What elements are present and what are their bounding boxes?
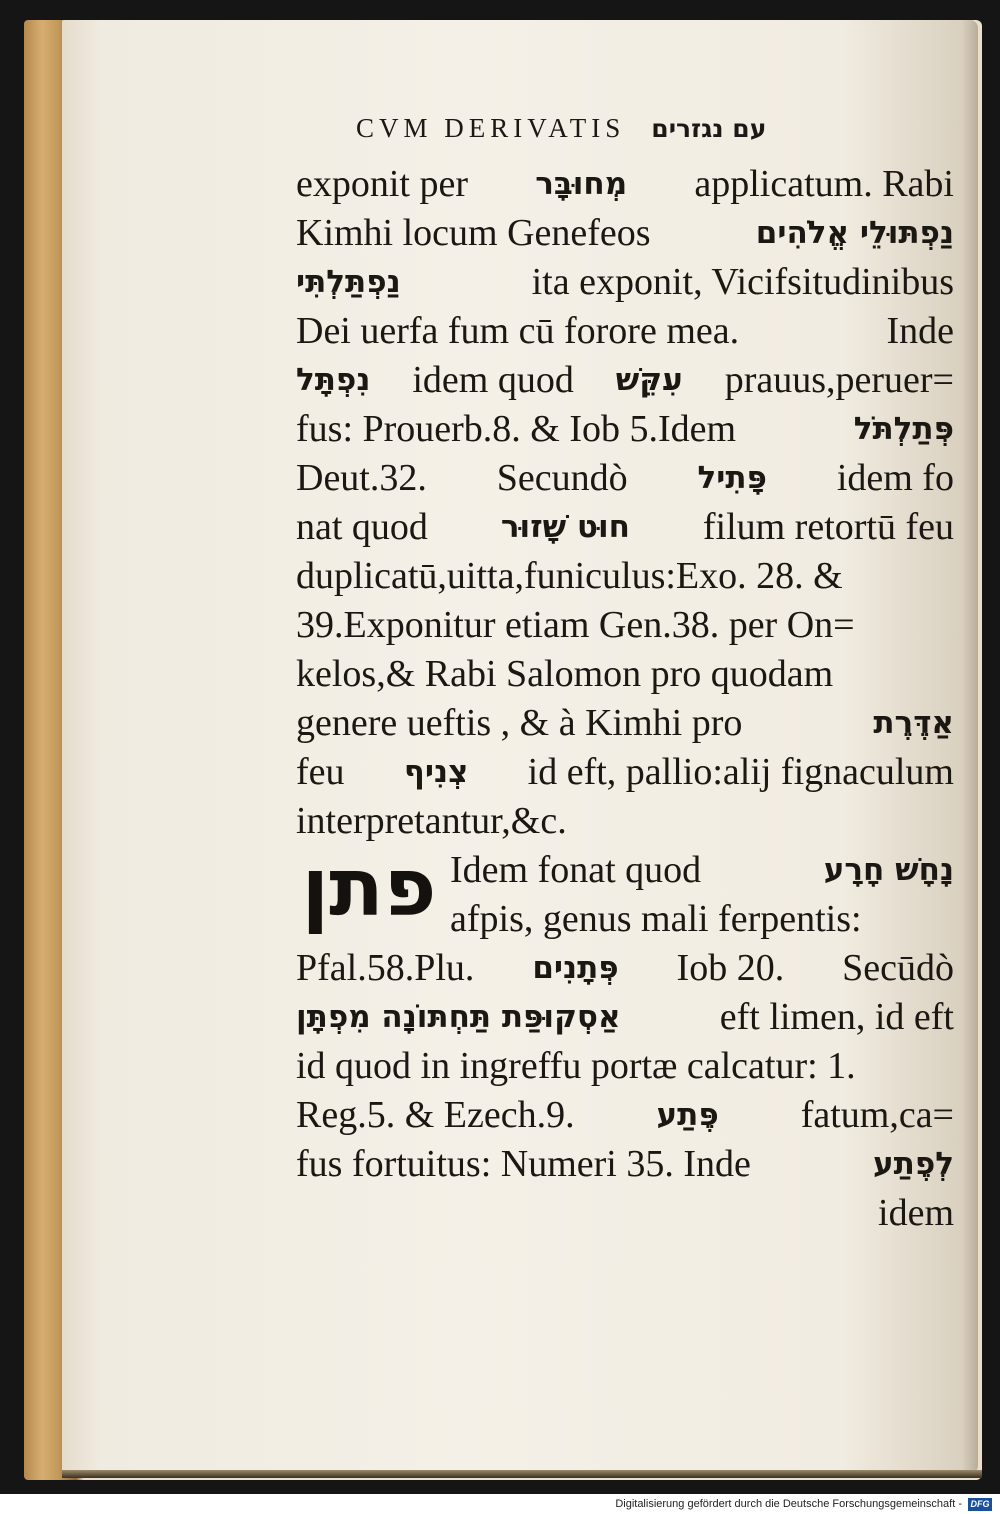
latin-text: idem fo (836, 457, 954, 499)
latin-text: idem (878, 1192, 954, 1234)
latin-text: interpretantur,&c. (296, 800, 567, 842)
text-line (296, 160, 954, 209)
text-line (296, 1091, 954, 1140)
latin-text: id quod in ingreffu portæ calcatur: 1. (296, 1045, 856, 1087)
latin-text: Idem fonat quod (450, 849, 702, 891)
latin-text: afpis, genus mali ferpentis: (450, 898, 862, 940)
hebrew-word: מְחוּבָּר (535, 166, 628, 202)
hebrew-word: לְפֶתַע (873, 1146, 954, 1182)
running-head-hebrew: עם נגזרים (651, 113, 767, 143)
latin-text: prauus,peruer= (724, 359, 954, 401)
text-line (296, 797, 954, 846)
hebrew-word: פֶּתַע (656, 1097, 719, 1133)
text-line (296, 356, 954, 405)
text-line (296, 1140, 954, 1189)
latin-text: fus: Prouerb.8. & Iob 5.Idem (296, 408, 737, 450)
hebrew-word: נַפְתּוּלֵי אֱלֹהִים (755, 215, 954, 251)
page-text-body (296, 160, 954, 1238)
hebrew-word: נָחָשׁ חָרָע (823, 852, 954, 888)
latin-text: exponit per (296, 163, 469, 205)
latin-text: Secūdò (842, 947, 954, 989)
hebrew-word: פְּתָנִים (532, 950, 619, 986)
text-line (296, 503, 954, 552)
text-line (296, 846, 954, 895)
running-head (356, 108, 886, 148)
initial-hebrew-headword: פתן (301, 841, 437, 934)
hebrew-word: פְּתַלְתֹּל (853, 411, 954, 447)
latin-text: idem quod (412, 359, 574, 401)
text-line (296, 405, 954, 454)
latin-text: kelos,& Rabi Salomon pro quodam (296, 653, 834, 695)
text-line (296, 552, 954, 601)
text-line (296, 650, 954, 699)
hebrew-word: אַסְקוּפַּת תַּחְתּוֹנָה מִפְתָּן (296, 999, 621, 1035)
latin-text: Dei uerfa fum cū forore mea. (296, 310, 740, 352)
latin-text: Secundò (496, 457, 628, 499)
hebrew-word: חוּט שָׁזוּר (500, 509, 630, 545)
latin-text: 39.Exponitur etiam Gen.38. per On= (296, 604, 855, 646)
text-line (296, 748, 954, 797)
latin-text: Reg.5. & Ezech.9. (296, 1094, 575, 1136)
hebrew-word: נַפְתַּלְתִּי (296, 264, 401, 300)
text-line (296, 699, 954, 748)
latin-text: id eft, pallio:alij fignaculum (527, 751, 954, 793)
latin-text: Inde (886, 310, 954, 352)
text-line (296, 454, 954, 503)
latin-text: applicatum. Rabi (694, 163, 954, 205)
text-line (296, 944, 954, 993)
footer-credit: Digitalisierung gefördert durch die Deutsche Forschungsgemeinschaft - (615, 1498, 962, 1510)
text-line (296, 307, 954, 356)
text-line (296, 1042, 954, 1091)
latin-text: fatum,ca= (800, 1094, 954, 1136)
text-line (296, 601, 954, 650)
hebrew-word: נִפְתָּל (296, 362, 371, 398)
running-head-latin: CVM DERIVATIS (356, 112, 626, 143)
hebrew-word: פָּתִיל (697, 460, 767, 496)
text-line (296, 895, 954, 944)
hebrew-word: אַדֶּרֶת (873, 705, 954, 741)
text-line (296, 1189, 954, 1238)
footer (0, 1494, 1000, 1514)
latin-text: filum retortū feu (702, 506, 954, 548)
text-line (296, 258, 954, 307)
text-line (296, 993, 954, 1042)
latin-text: nat quod (296, 506, 428, 548)
latin-text: Iob 20. (676, 947, 785, 989)
latin-text: feu (296, 751, 345, 793)
latin-text: Kimhi locum Genefeos (296, 212, 651, 254)
hebrew-word: צְנִיף (403, 754, 469, 790)
latin-text: ita exponit, Vicifsitudinibus (531, 261, 954, 303)
latin-text: Deut.32. (296, 457, 427, 499)
hebrew-word: עִקֵּשׁ (615, 362, 683, 398)
text-line (296, 209, 954, 258)
dfg-logo-icon: DFG (968, 1498, 992, 1511)
latin-text: genere ueftis , & à Kimhi pro (296, 702, 743, 744)
latin-text: fus fortuitus: Numeri 35. Inde (296, 1143, 751, 1185)
latin-text: Pfal.58.Plu. (296, 947, 475, 989)
latin-text: duplicatū,uitta,funiculus:Exo. 28. & (296, 555, 843, 597)
page-bottom-shadow (62, 1470, 982, 1478)
latin-text: eft limen, id eft (719, 996, 954, 1038)
